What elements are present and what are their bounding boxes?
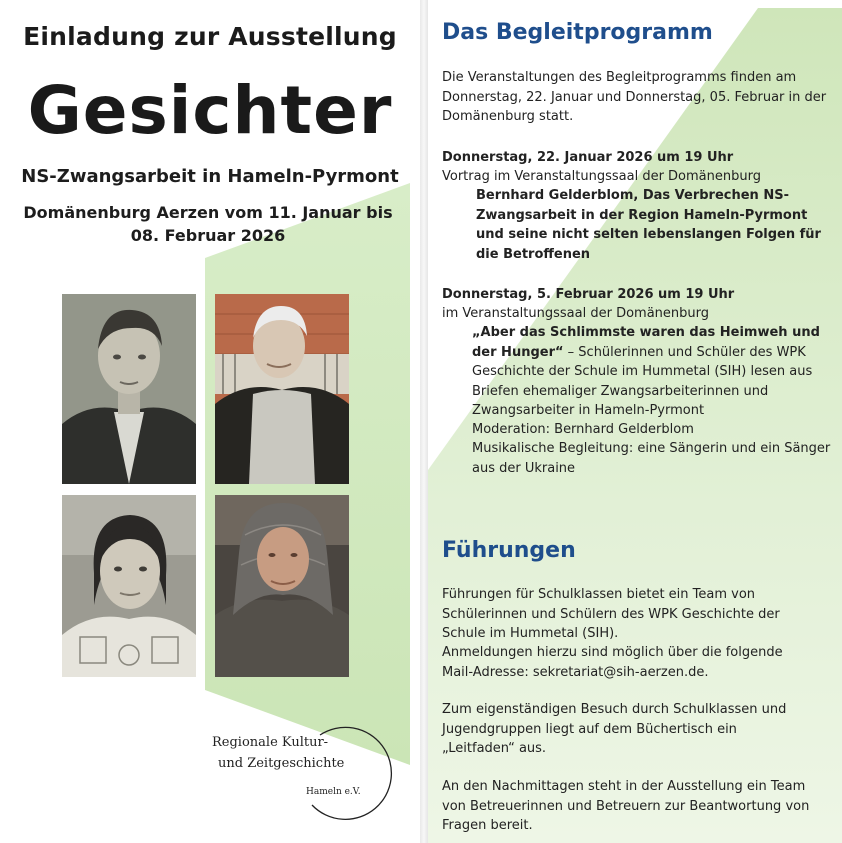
logo-circle-icon [290,725,400,825]
event1-date: Donnerstag, 22. Januar 2026 um 19 Uhr [442,150,734,165]
event2-description: – Schülerinnen und Schüler des WPK Geschichte der Schule im Hummetal (SIH) lesen aus Briefen ehemaliger Zwangsarbeiterinnen und Zwangsarbeiter in Hameln-Pyrmont [472,344,813,418]
logo-line-2: und Zeitgeschichte [218,756,345,771]
event2-place: im Veranstaltungssaal der Domänenburg [442,306,709,321]
tours-paragraph-2: Anmeldungen hierzu sind möglich über die folgende Mail-Adresse: sekretariat@sih-aerzen.de. [442,645,783,680]
event2-music: Musikalische Begleitung: eine Sängerin und ein Sänger aus der Ukraine [472,441,831,476]
tours-paragraph-4: An den Nachmittagen steht in der Ausstellung ein Team von Betreuerinnen und Betreuern zur Beantwortung von Fragen bereit. [442,779,810,833]
elderly-man-photo [215,294,349,484]
exhibition-title: Gesichter [27,72,393,149]
elderly-woman-photo [215,495,349,677]
venue-and-dates: Domänenburg Aerzen vom 11. Januar bis 08. Februar 2026 [23,203,393,245]
young-man-photo [62,294,196,484]
right-panel [428,0,842,843]
event1-title: Bernhard Gelderblom, Das Verbrechen NS-Zwangsarbeit in der Region Hameln-Pyrmont und seine nicht selten lebenslangen Folgen für die Betroffenen [476,188,821,262]
tours-paragraph-1: Führungen für Schulklassen bietet ein Team von Schülerinnen und Schülern des WPK Geschichte der Schule im Hummetal (SIH). [442,587,780,641]
intro-paragraph: Die Veranstaltungen des Begleitprogramms finden am Donnerstag, 22. Januar und Donnerstag, 05. Februar in der Domänenburg statt. [442,70,827,124]
exhibition-subtitle: NS-Zwangsarbeit in Hameln-Pyrmont [21,166,399,187]
heading-begleitprogramm: Das Begleitprogramm [442,20,713,45]
young-woman-photo [62,495,196,677]
event2-block [442,323,832,421]
invitation-kicker: Einladung zur Ausstellung [23,22,397,51]
page-fold [420,0,428,843]
logo-line-3: Hameln e.V. [306,787,361,797]
event1-place: Vortrag im Veranstaltungssaal der Domänenburg [442,169,761,184]
event2-moderation: Moderation: Bernhard Gelderblom [472,422,694,437]
event2-date: Donnerstag, 5. Februar 2026 um 19 Uhr [442,287,735,302]
tours-paragraph-3: Zum eigenständigen Besuch durch Schulklassen und Jugendgruppen liegt auf dem Büchertisch ein „Leitfaden“ aus. [442,702,787,756]
event2-title: „Aber das Schlimmste waren das Heimweh und der Hunger“ [472,325,820,360]
heading-fuehrungen: Führungen [442,538,576,563]
logo-line-1: Regionale Kultur- [212,735,329,750]
left-panel [0,0,420,843]
